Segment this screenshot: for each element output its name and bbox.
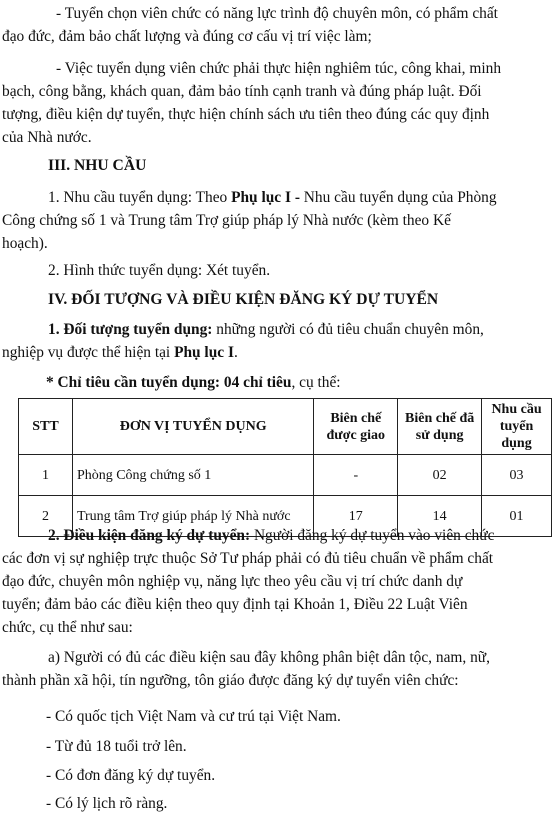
cell-need: 03 — [482, 455, 552, 496]
text-line: chức, cụ thể như sau: — [2, 619, 133, 636]
heading-text: III. NHU CẦU — [48, 157, 147, 174]
bullet-nationality — [46, 705, 548, 728]
cell-stt: 1 — [19, 455, 73, 496]
text-line: - Tuyển chọn viên chức có năng lực trình độ chuyên môn, có phẩm chất — [56, 5, 498, 22]
text-line — [46, 371, 548, 394]
text-line — [2, 524, 548, 547]
cell-assigned: - — [314, 455, 398, 496]
text-line: Công chứng số 1 và Trung tâm Trợ giúp pháp lý Nhà nước (kèm theo Kế — [2, 212, 451, 229]
text-line: a) Người có đủ các điều kiện sau đây không phân biệt dân tộc, nam, nữ, — [48, 649, 490, 666]
table-row — [19, 455, 552, 496]
paragraph-selection-criteria — [2, 2, 548, 48]
bold-label: 1. Đối tượng tuyển dụng: — [48, 321, 213, 338]
header-used-staff: Biên chế đã sử dụng — [398, 399, 482, 455]
paragraph-recruitment-principles — [2, 57, 548, 149]
text-span: , cụ thể: — [291, 374, 341, 391]
text-line — [2, 186, 548, 209]
text-span: Nhu cầu tuyển dụng của Phòng — [299, 189, 497, 206]
text-span: nghiệp vụ được thể hiện tại — [2, 344, 175, 361]
text-line: đạo đức, đảm bảo chất lượng và đúng cơ cấu vị trí việc làm; — [2, 28, 372, 45]
text-line: - Có đơn đăng ký dự tuyển. — [46, 767, 216, 784]
bullet-application — [46, 764, 548, 787]
cell-need: 01 — [482, 496, 552, 537]
text-line — [2, 341, 548, 364]
text-line: tuyển; đảm bảo các điều kiện theo quy định tại Khoản 1, Điều 22 Luật Viên — [2, 596, 468, 613]
text-line: - Có quốc tịch Việt Nam và cư trú tại Việt Nam. — [46, 708, 341, 725]
text-line: của Nhà nước. — [2, 129, 92, 146]
cell-used: 14 — [398, 496, 482, 537]
header-stt: STT — [19, 399, 73, 455]
text-span: những người có đủ tiêu chuẩn chuyên môn, — [212, 321, 484, 338]
appendix-reference: Phụ lục I - — [231, 189, 300, 206]
text-line: hoạch). — [2, 235, 48, 252]
text-line: thành phần xã hội, tín ngưỡng, tôn giáo được đăng ký dự tuyển viên chức: — [2, 672, 459, 689]
paragraph-target-candidates — [2, 318, 548, 364]
paragraph-quota — [46, 371, 548, 394]
paragraph-recruitment-need — [2, 186, 548, 255]
paragraph-recruitment-form — [48, 259, 548, 282]
cell-unit: Phòng Công chứng số 1 — [72, 455, 313, 496]
paragraph-condition-a — [2, 646, 548, 692]
quota-label: * Chỉ tiêu cần tuyển dụng: 04 chỉ tiêu — [46, 374, 292, 391]
header-recruitment-need: Nhu cầu tuyển dụng — [482, 399, 552, 455]
paragraph-registration-conditions — [2, 524, 548, 639]
text-line: các đơn vị sự nghiệp trực thuộc Sở Tư pháp phải có đủ tiêu chuẩn về phẩm chất — [2, 550, 494, 567]
text-line: bạch, công bằng, khách quan, đảm bảo tính cạnh tranh và đúng pháp luật. Đối — [2, 83, 482, 100]
bullet-background — [46, 792, 548, 815]
cell-assigned: 17 — [314, 496, 398, 537]
text-span: 1. Nhu cầu tuyển dụng: Theo — [48, 189, 232, 206]
header-unit: ĐƠN VỊ TUYỂN DỤNG — [72, 399, 313, 455]
text-line: đạo đức, chuyên môn nghiệp vụ, năng lực theo yêu cầu vị trí chức danh dự — [2, 573, 463, 590]
appendix-reference: Phụ lục I — [174, 344, 234, 361]
text-span: . — [233, 344, 238, 361]
bold-label: 2. Điều kiện đăng ký dự tuyển: — [48, 527, 251, 544]
table-header-row — [19, 399, 552, 455]
text-line: 2. Hình thức tuyển dụng: Xét tuyển. — [48, 262, 271, 279]
text-line: - Có lý lịch rõ ràng. — [46, 795, 168, 812]
text-span: Người đăng ký dự tuyển vào viên chức — [250, 527, 495, 544]
cell-used: 02 — [398, 455, 482, 496]
section-heading-eligibility — [48, 288, 548, 311]
text-line — [2, 318, 548, 341]
section-heading-needs — [48, 154, 548, 177]
header-assigned-staff: Biên chế được giao — [314, 399, 398, 455]
heading-text: IV. ĐỐI TƯỢNG VÀ ĐIỀU KIỆN ĐĂNG KÝ DỰ TUYỂN — [48, 291, 439, 308]
cell-stt: 2 — [19, 496, 73, 537]
recruitment-quota-table — [18, 398, 552, 537]
text-line: - Việc tuyển dụng viên chức phải thực hiện nghiêm túc, công khai, minh — [56, 60, 502, 77]
bullet-age — [46, 735, 548, 758]
text-line: tượng, điều kiện dự tuyển, thực hiện chính sách ưu tiên theo đúng các quy định — [2, 106, 490, 123]
cell-unit: Trung tâm Trợ giúp pháp lý Nhà nước — [72, 496, 313, 537]
text-line: - Từ đủ 18 tuổi trở lên. — [46, 738, 187, 755]
